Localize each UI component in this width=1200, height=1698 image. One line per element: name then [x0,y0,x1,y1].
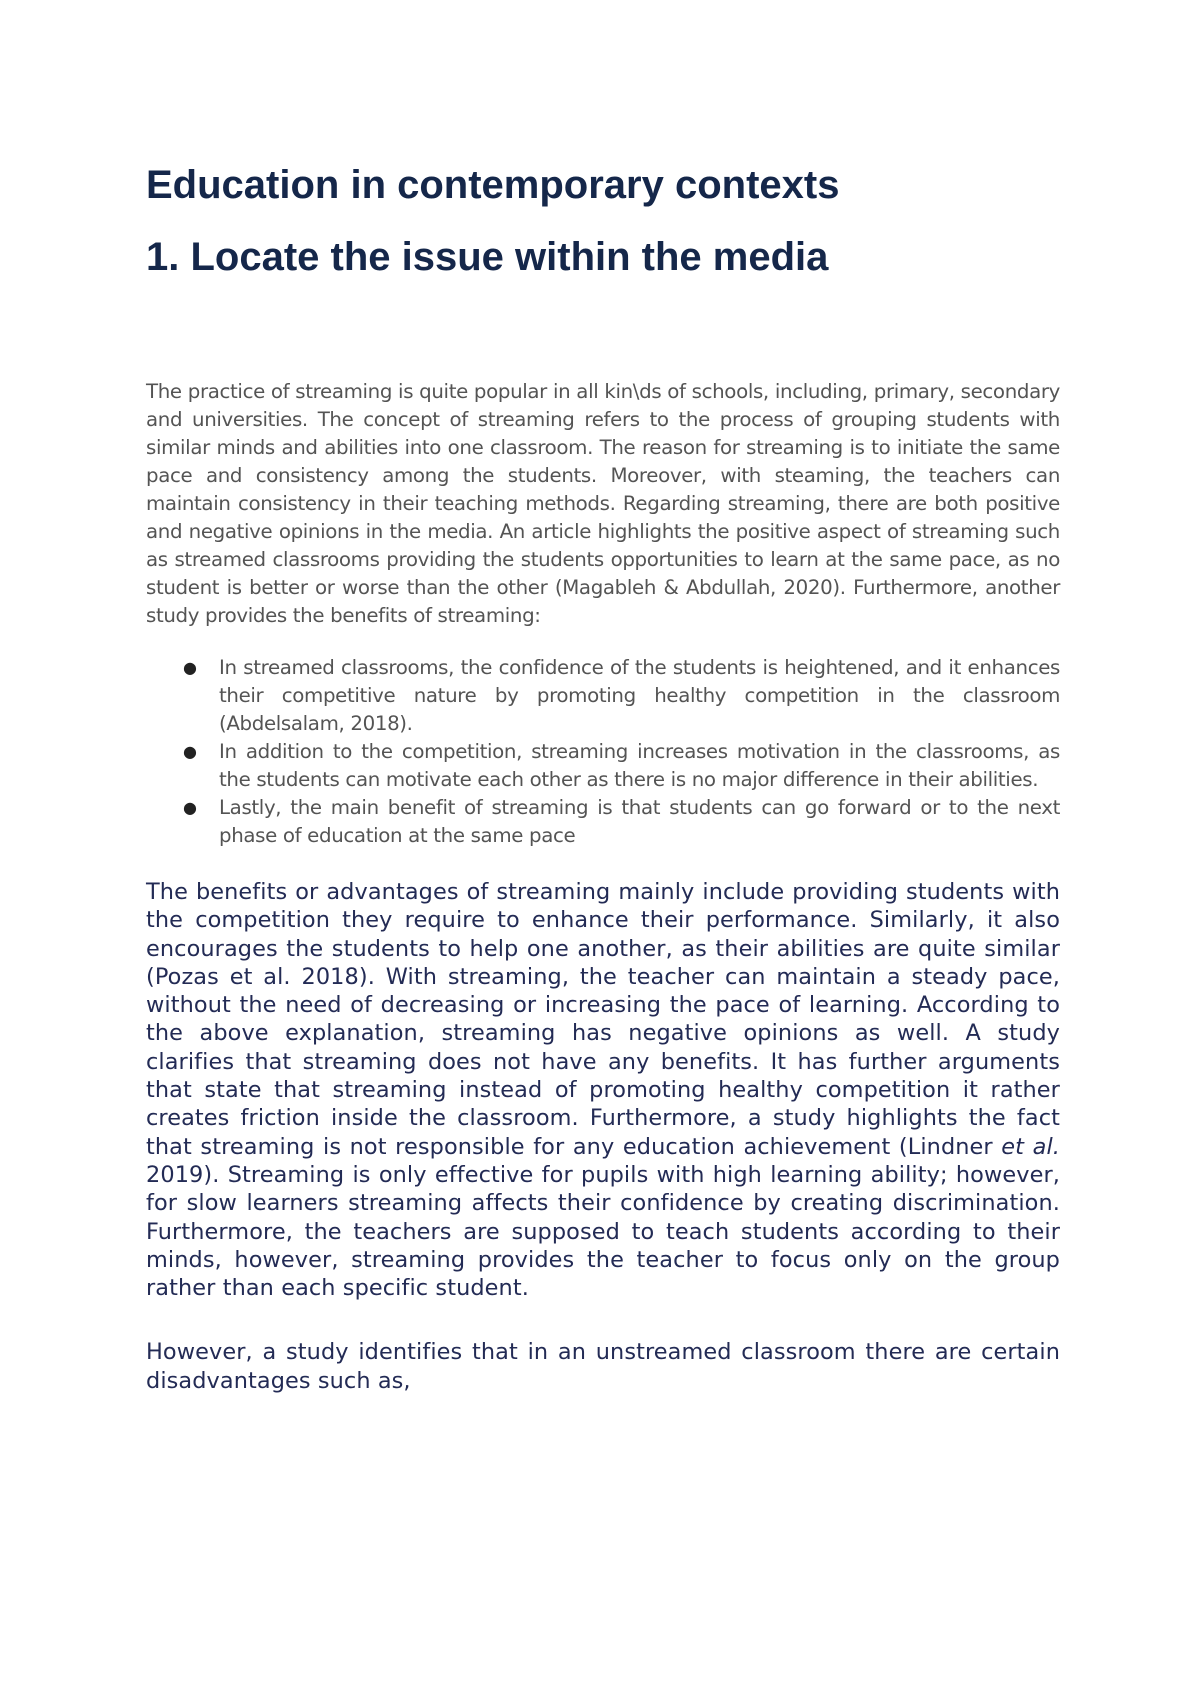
body-paragraph-1 [146,878,1060,1302]
document-title: Education in contemporary contexts [146,163,840,207]
list-item [183,794,1060,850]
citation-italic: et al. [1001,1133,1060,1160]
body-paragraph-1-part-1: The benefits or advantages of streaming mainly include providing students with the competition they require to enhance their performance. Similarly, it also encourages the students to help one another, as their abilities are quite similar (Pozas et al. 2018). With streaming, the teacher can maintain a steady pace, without the need of decreasing or increasing the pace of learning. According to the above explanation, streaming has negative opinions as well. A study clarifies that streaming does not have any benefits. It has further arguments that state that streaming instead of promoting healthy competition it rather creates friction inside the classroom. Furthermore, a study highlights the fact that streaming is not responsible for any education achievement (Lindner [146,879,1060,1160]
body-paragraph-2: However, a study identifies that in an unstreamed classroom there are certain disadvantages such as, [146,1339,1060,1394]
bullet-icon: ● [183,658,197,677]
body-paragraph-1-part-2: 2019). Streaming is only effective for pupils with high learning ability; however, for slow learners streaming affects their confidence by creating discrimination. Furthermore, the teachers are supposed to teach students according to their minds, however, streaming provides the teacher to focus only on the group rather than each specific student. [146,1161,1060,1302]
benefits-list [146,654,1060,850]
section-heading: 1. Locate the issue within the media [146,235,829,279]
bullet-icon: ● [183,798,197,817]
intro-paragraph: The practice of streaming is quite popular in all kin\ds of schools, including, primary, secondary and universities. The concept of streaming refers to the process of grouping students with similar minds and abilities into one classroom. The reason for streaming is to initiate the same pace and consistency among the students. Moreover, with steaming, the teachers can maintain consistency in their teaching methods. Regarding streaming, there are both positive and negative opinions in the media. An article highlights the positive aspect of streaming such as streamed classrooms providing the students opportunities to learn at the same pace, as no student is better or worse than the other (Magableh & Abdullah, 2020). Furthermore, another study provides the benefits of streaming: [146,380,1060,627]
list-item-text: In streamed classrooms, the confidence of the students is heightened, and it enhances their competitive nature by promoting healthy competition in the classroom (Abdelsalam, 2018). [219,656,1060,735]
document-page [146,160,1060,1395]
list-item [183,654,1060,738]
list-item-text: Lastly, the main benefit of streaming is that students can go forward or to the next phase of education at the same pace [219,796,1060,847]
bullet-icon: ● [183,742,197,761]
list-item [183,738,1060,794]
list-item-text: In addition to the competition, streaming increases motivation in the classrooms, as the students can motivate each other as there is no major difference in their abilities. [219,740,1060,791]
